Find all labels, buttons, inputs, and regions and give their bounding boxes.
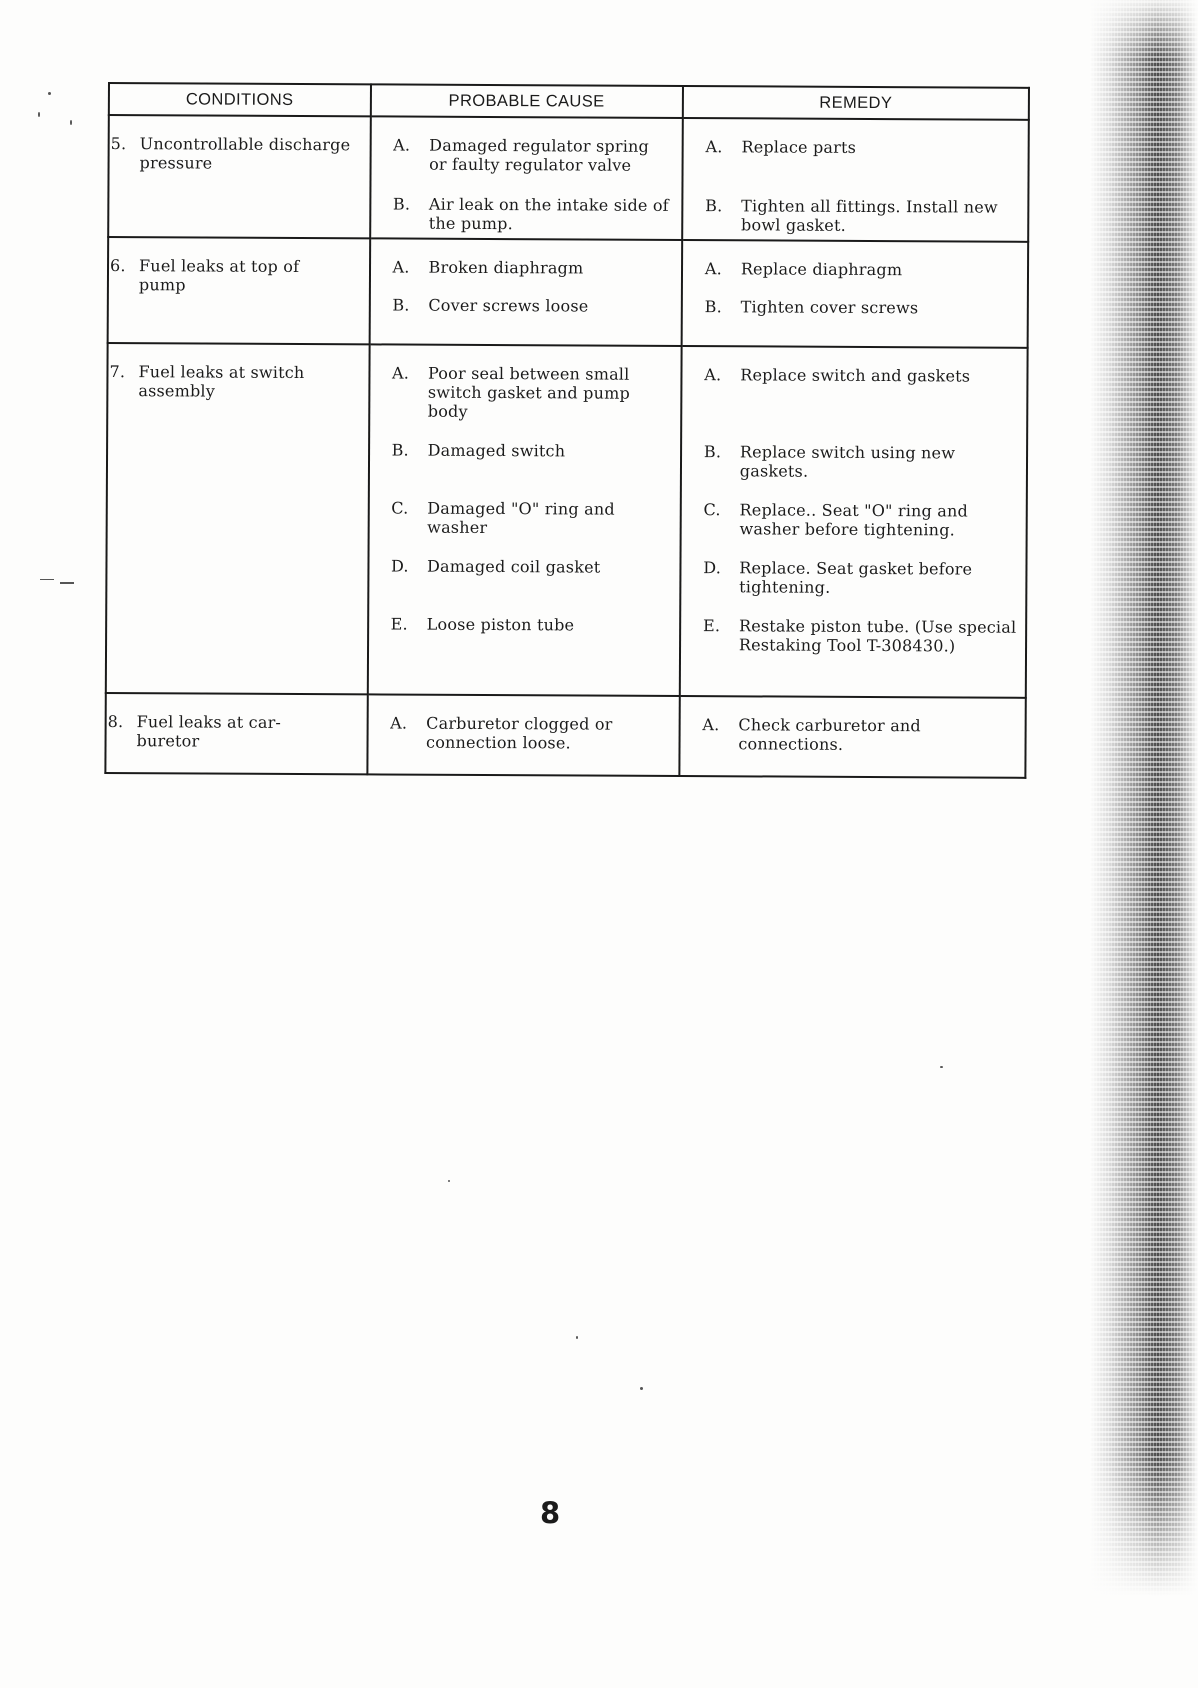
cause-entry bbox=[392, 295, 670, 315]
cause-text: Cover screws loose bbox=[428, 295, 589, 316]
condition-text: Fuel leaks at car-buretor bbox=[136, 712, 282, 751]
scanned-binding-edge bbox=[1090, 0, 1198, 1688]
cause-text: Air leak on the intake side of the pump. bbox=[428, 194, 669, 234]
remedy-entry bbox=[702, 715, 1016, 755]
remedy-letter: A. bbox=[705, 137, 723, 157]
remedy-text: Replace diaphragm bbox=[740, 259, 903, 280]
condition-text: Fuel leaks at switch assembly bbox=[138, 362, 305, 401]
remedy-entry bbox=[703, 558, 1017, 598]
causes-cell bbox=[367, 694, 680, 776]
cause-text: Carburetor clogged or connection loose. bbox=[426, 713, 613, 753]
remedy-letter: E. bbox=[702, 616, 721, 636]
cause-entry bbox=[390, 713, 668, 752]
cause-entry bbox=[391, 498, 669, 537]
scan-speck bbox=[38, 112, 40, 117]
cause-text: Poor seal between small switch gasket and pump body bbox=[427, 363, 630, 421]
cause-entry bbox=[391, 556, 669, 595]
scan-speck bbox=[640, 1387, 643, 1390]
condition-text: Fuel leaks at top of pump bbox=[138, 256, 300, 295]
remedy-text: Replace switch using new gaskets. bbox=[739, 442, 956, 481]
causes-cell bbox=[369, 238, 682, 346]
cause-letter: C. bbox=[391, 498, 409, 518]
cause-entry bbox=[393, 257, 671, 277]
causes-cell bbox=[370, 116, 683, 240]
cause-letter: D. bbox=[390, 556, 409, 576]
condition-cell bbox=[106, 343, 369, 694]
condition-cell bbox=[105, 693, 367, 774]
cause-entry bbox=[393, 194, 671, 233]
cause-letter: B. bbox=[392, 194, 411, 214]
table-row bbox=[106, 343, 1028, 698]
cause-entry bbox=[391, 614, 669, 634]
remedy-letter: D. bbox=[703, 558, 722, 578]
cause-text: Damaged "O" ring and washer bbox=[427, 498, 615, 537]
scan-speck bbox=[576, 1336, 578, 1339]
remedy-letter: A. bbox=[702, 715, 720, 735]
condition-number: 6. bbox=[109, 256, 126, 276]
table-row bbox=[105, 693, 1025, 778]
scan-speck bbox=[60, 582, 74, 584]
cause-letter: E. bbox=[390, 614, 408, 634]
remedy-text: Replace.. Seat "O" ring and washer before tightening. bbox=[739, 500, 969, 540]
remedy-letter: B. bbox=[703, 442, 722, 462]
remedy-entry bbox=[705, 196, 1019, 236]
scan-edge-fade-bottom bbox=[1090, 1458, 1198, 1688]
table-row bbox=[108, 115, 1029, 242]
cause-entry bbox=[393, 135, 671, 175]
table-row bbox=[108, 237, 1029, 348]
remedy-entry bbox=[705, 137, 1019, 178]
remedy-text: Replace parts bbox=[741, 137, 857, 157]
header-conditions: CONDITIONS bbox=[109, 83, 371, 116]
remedy-text: Tighten all fittings. Install new bowl gasket. bbox=[741, 196, 998, 235]
remedy-entry bbox=[703, 500, 1017, 540]
cause-letter: A. bbox=[392, 257, 410, 277]
remedies-cell bbox=[682, 118, 1029, 242]
remedies-cell bbox=[679, 696, 1026, 778]
causes-cell bbox=[367, 344, 681, 696]
cause-letter: A. bbox=[393, 135, 411, 155]
table-header-row bbox=[109, 83, 1029, 120]
scan-edge-fade-top bbox=[1090, 0, 1198, 60]
cause-text: Damaged switch bbox=[427, 440, 566, 461]
cause-letter: B. bbox=[392, 295, 410, 315]
cause-letter: B. bbox=[391, 440, 409, 460]
remedy-text: Check carburetor and connections. bbox=[738, 715, 921, 754]
cause-text: Damaged coil gasket bbox=[426, 556, 601, 577]
cause-entry bbox=[391, 440, 669, 479]
cause-letter: A. bbox=[391, 363, 410, 383]
scan-speck bbox=[40, 579, 54, 580]
remedies-cell bbox=[681, 240, 1028, 348]
remedies-cell bbox=[680, 346, 1028, 698]
remedy-letter: C. bbox=[703, 500, 721, 520]
remedy-letter: A. bbox=[704, 259, 722, 279]
remedy-letter: B. bbox=[704, 297, 722, 317]
condition-number: 7. bbox=[109, 362, 126, 382]
cause-entry bbox=[392, 363, 671, 421]
remedy-entry bbox=[705, 297, 1019, 318]
remedy-text: Replace. Seat gasket before tightening. bbox=[739, 558, 973, 597]
remedy-entry bbox=[704, 442, 1018, 482]
cause-text: Damaged regulator spring or faulty regulator valve bbox=[429, 135, 650, 175]
cause-text: Loose piston tube bbox=[426, 614, 575, 635]
header-probable-cause: PROBABLE CAUSE bbox=[370, 84, 682, 118]
troubleshooting-table bbox=[104, 82, 1030, 779]
condition-cell bbox=[108, 237, 370, 344]
scan-speck bbox=[70, 120, 72, 125]
condition-number: 8. bbox=[107, 712, 124, 732]
remedy-entry bbox=[703, 616, 1017, 656]
condition-text: Uncontrollable discharge pressure bbox=[139, 134, 351, 173]
remedy-entry bbox=[704, 365, 1018, 424]
cause-text: Broken diaphragm bbox=[428, 257, 584, 278]
remedy-letter: B. bbox=[705, 196, 723, 216]
page-number: 8 bbox=[540, 1496, 561, 1530]
remedy-text: Tighten cover screws bbox=[740, 297, 919, 318]
condition-number: 5. bbox=[110, 134, 127, 154]
cause-letter: A. bbox=[390, 713, 408, 733]
condition-cell bbox=[108, 115, 370, 238]
scan-speck bbox=[448, 1180, 450, 1182]
remedy-letter: A. bbox=[704, 365, 722, 385]
scan-speck bbox=[48, 92, 51, 95]
header-remedy: REMEDY bbox=[683, 86, 1029, 120]
remedy-entry bbox=[705, 259, 1019, 280]
remedy-text: Replace switch and gaskets bbox=[740, 365, 971, 386]
scan-speck bbox=[940, 1066, 943, 1068]
remedy-text: Restake piston tube. (Use special Restaking Tool T-308430.) bbox=[738, 616, 1017, 656]
